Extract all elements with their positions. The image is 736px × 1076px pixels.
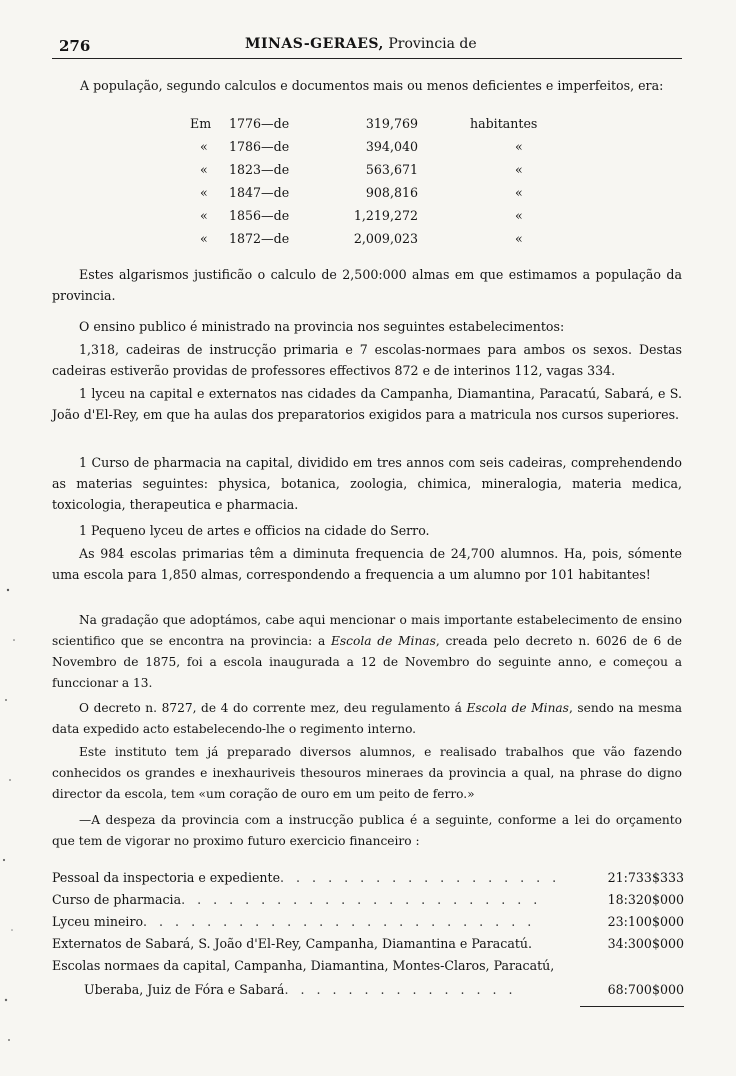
row-prefix: «	[200, 139, 208, 154]
expense-label: Escolas normaes da capital, Campanha, Diamantina, Montes-Claros, Paracatú,	[52, 958, 555, 973]
text-run: O decreto n. 8727, de 4 do corrente mez, deu regulamento á	[79, 701, 467, 715]
page-number: 276	[59, 37, 91, 55]
row-year: 1872—de	[229, 231, 290, 246]
row-value: 1,219,272	[353, 208, 418, 223]
expense-label	[52, 892, 541, 907]
expense-row	[52, 982, 684, 1004]
row-prefix: «	[200, 162, 208, 177]
header-rule	[52, 58, 682, 59]
paragraph-lyceu: 1 lyceu na capital e externatos nas cidades da Campanha, Diamantina, Paracatú, Sabará, e S. João d'El-Rey, em que ha aulas dos preparatorios exigidos para a matricula nos cursos superiores.	[52, 386, 682, 422]
expense-row	[52, 958, 684, 980]
expense-label-text: Curso de pharmacia	[52, 892, 182, 907]
leader-dots: . . . . . . . . . . . . . . . . . . . . . . . . .	[143, 914, 536, 929]
expense-amount: 68:700$000	[607, 982, 684, 997]
text-run: , creada pelo decreto n. 6026 de 6 de Novembro de 1875, foi a escola inaugurada a 12 de Novembro do seguinte anno, e começou a funccionar a 13.	[52, 634, 682, 690]
expense-row	[52, 936, 684, 958]
running-header	[245, 36, 477, 52]
paragraph-population-estimate: Estes algarismos justificão o calculo de 2,500:000 almas em que estimamos a população da provincia.	[52, 267, 682, 303]
running-header-bold: MINAS-GERAES,	[245, 36, 384, 52]
expense-label-text: Uberaba, Juiz de Fóra e Sabará	[84, 982, 285, 997]
expense-amount: 18:320$000	[607, 892, 684, 907]
row-year: 1776—de	[229, 116, 290, 131]
row-year: 1823—de	[229, 162, 290, 177]
expense-label	[52, 914, 535, 929]
row-prefix: «	[200, 185, 208, 200]
row-prefix: Em	[190, 116, 212, 131]
row-year: 1856—de	[229, 208, 290, 223]
row-value: 319,769	[365, 116, 418, 131]
paragraph-ensino-intro: O ensino publico é ministrado na provincia nos seguintes estabelecimentos:	[79, 319, 565, 334]
expense-label-text: Pessoal da inspectoria e expediente	[52, 870, 281, 885]
paragraph-decreto	[52, 698, 682, 740]
running-header-rest: Provincia de	[383, 36, 477, 52]
row-value: 908,816	[365, 185, 418, 200]
row-unit: habitantes	[470, 116, 538, 131]
population-row	[0, 231, 736, 251]
expense-amount: 23:100$000	[607, 914, 684, 929]
population-row	[0, 185, 736, 205]
expense-amount: 21:733$333	[607, 870, 684, 885]
paragraph-escolas-primarias: As 984 escolas primarias têm a diminuta frequencia de 24,700 alumnos. Ha, pois, sómente uma escola para 1,850 almas, correspondendo a frequencia a um alumno por 101 habitantes!	[52, 546, 682, 582]
expense-label	[84, 982, 517, 997]
italic-run: Escola de Minas	[331, 634, 436, 648]
population-row	[0, 116, 736, 136]
population-intro: A população, segundo calculos e documentos mais ou menos deficientes e imperfeitos, era:	[80, 78, 664, 93]
row-value: 394,040	[365, 139, 418, 154]
leader-dots: . . . . . . . . . . . . . . .	[284, 982, 517, 997]
paragraph-despeza: —A despeza da provincia com a instrucção publica é a seguinte, conforme a lei do orçamento que tem de vigorar no proximo futuro exercicio financeiro :	[52, 813, 682, 848]
population-row	[0, 208, 736, 228]
expense-row	[52, 870, 684, 892]
row-value: 2,009,023	[353, 231, 418, 246]
expense-amount: 34:300$000	[607, 936, 684, 951]
leader-dots: . . . . . . . . . . . . . . . . . .	[280, 870, 561, 885]
text-run: , sendo na mesma data expedido acto estabelecendo-lhe o regimento interno.	[52, 701, 682, 736]
paragraph-pequeno-lyceu: 1 Pequeno lyceu de artes e officios na cidade do Serro.	[79, 523, 430, 538]
paragraph-cadeiras: 1,318, cadeiras de instrucção primaria e 7 escolas-normaes para ambos os sexos. Destas cadeiras estiverão providas de professores effectivos 872 e de interinos 112, vagas 334.	[52, 342, 682, 378]
paragraph-pharmacia: 1 Curso de pharmacia na capital, dividido em tres annos com seis cadeiras, comprehendendo as materias seguintes: physica, botanica, zoologia, chimica, mineralogia, materia medica, toxicologia, therapeutica e pharmacia.	[52, 455, 682, 512]
expense-row	[52, 892, 684, 914]
row-prefix: «	[200, 231, 208, 246]
paragraph-instituto: Este instituto tem já preparado diversos alumnos, e realisado trabalhos que vão fazendo conhecidos os grandes e inexhauriveis thesouros mineraes da provincia a qual, na phrase do digno director da escola, tem «um coração de ouro em um peito de ferro.»	[52, 745, 682, 801]
expense-label-text: Lyceu mineiro	[52, 914, 144, 929]
row-prefix: «	[200, 208, 208, 223]
scan-specks	[0, 0, 42, 1076]
leader-dots: . . . . . . . . . . . . . . . . . . . . . . .	[181, 892, 542, 907]
row-unit: «	[515, 139, 523, 154]
row-year: 1786—de	[229, 139, 290, 154]
row-unit: «	[515, 231, 523, 246]
total-rule	[580, 1006, 684, 1007]
row-unit: «	[515, 162, 523, 177]
expense-label: Externatos de Sabará, S. João d'El-Rey, Campanha, Diamantina e Paracatú.	[52, 936, 533, 951]
row-unit: «	[515, 185, 523, 200]
text-run: Na gradação que adoptámos, cabe aqui mencionar o mais importante estabelecimento de ensino scientifico que se encontra na provincia: a	[52, 613, 682, 648]
population-row	[0, 162, 736, 182]
expense-label	[52, 870, 560, 885]
paragraph-escola-de-minas	[52, 610, 682, 694]
row-unit: «	[515, 208, 523, 223]
expense-row	[52, 914, 684, 936]
row-year: 1847—de	[229, 185, 290, 200]
population-row	[0, 139, 736, 159]
italic-run: Escola de Minas	[466, 701, 569, 715]
row-value: 563,671	[365, 162, 418, 177]
